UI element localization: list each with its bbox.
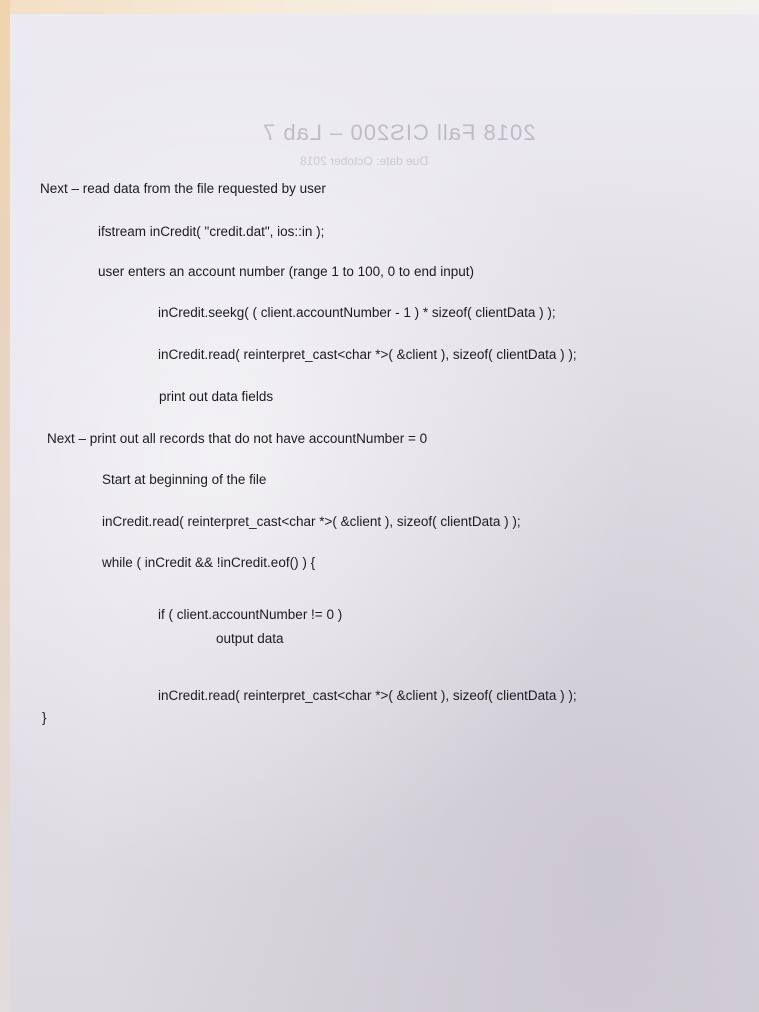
step-start-beginning: Start at beginning of the file	[102, 472, 267, 487]
step-print-fields: print out data fields	[159, 389, 274, 404]
paper-left-edge	[0, 0, 10, 1012]
show-through-title: 2018 Fall CIS200 – Lab 7	[262, 120, 536, 145]
code-line-if: if ( client.accountNumber != 0 )	[158, 607, 343, 622]
code-line-read-3: inCredit.read( reinterpret_cast<char *>( &client ), sizeof( clientData ) );	[158, 688, 577, 703]
section-heading-print-all: Next – print out all records that do not have accountNumber = 0	[47, 431, 428, 446]
code-line-while: while ( inCredit && !inCredit.eof() ) {	[102, 555, 316, 570]
closing-brace: }	[42, 710, 47, 725]
code-line-read-1: inCredit.read( reinterpret_cast<char *>( &client ), sizeof( clientData ) );	[158, 347, 577, 362]
step-output-data: output data	[216, 631, 284, 646]
step-user-enters-account: user enters an account number (range 1 to 100, 0 to end input)	[98, 264, 474, 279]
paper-top-edge	[0, 0, 759, 14]
code-line-ifstream: ifstream inCredit( "credit.dat", ios::in );	[98, 224, 325, 239]
code-line-seekg: inCredit.seekg( ( client.accountNumber - 1 ) * sizeof( clientData ) );	[158, 305, 556, 320]
code-line-read-2: inCredit.read( reinterpret_cast<char *>( &client ), sizeof( clientData ) );	[102, 514, 521, 529]
show-through-subtitle: Due date: October 2018	[300, 154, 429, 168]
section-heading-read-requested: Next – read data from the file requested by user	[40, 181, 326, 196]
